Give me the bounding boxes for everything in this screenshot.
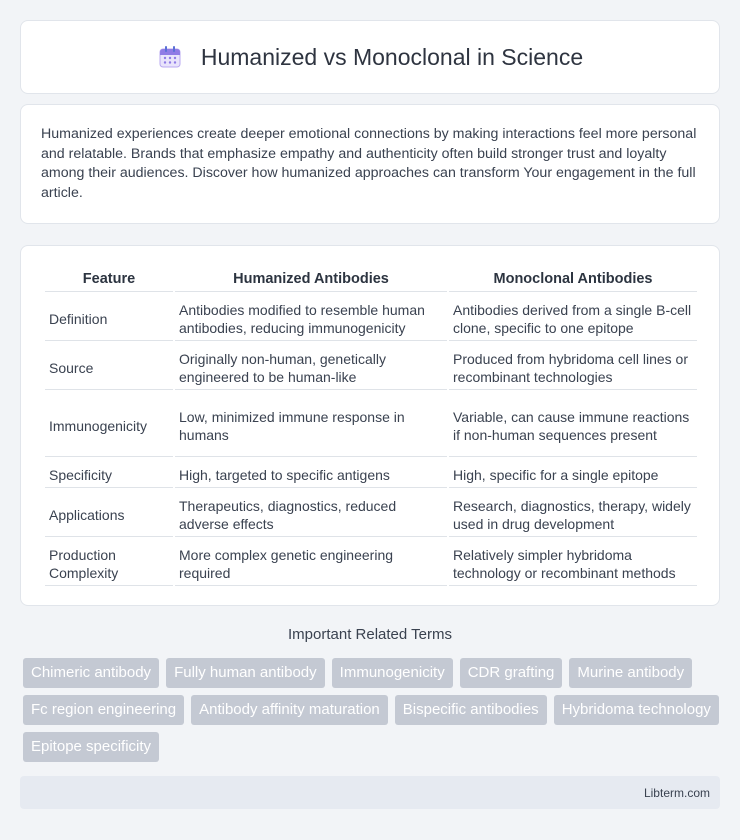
- table-row: [45, 490, 697, 537]
- monoclonal-cell: Research, diagnostics, therapy, widely used in drug development: [449, 490, 697, 537]
- intro-text: Humanized experiences create deeper emotional connections by making interactions feel more personal and relatable. Brands that emphasize empathy and authenticity often build stronger trust and loyalty among their audiences. Discover how humanized approaches can transform Your engagement in the full article.: [41, 126, 697, 201]
- related-terms-title: Important Related Terms: [288, 626, 452, 643]
- humanized-cell: High, targeted to specific antigens: [175, 459, 447, 488]
- related-term-tag[interactable]: Hybridoma technology: [554, 695, 719, 725]
- calendar-icon: [157, 44, 183, 70]
- related-term-tag[interactable]: Immunogenicity: [332, 658, 453, 688]
- feature-cell: Definition: [45, 294, 173, 341]
- related-term-tag[interactable]: Antibody affinity maturation: [191, 695, 388, 725]
- related-term-tag[interactable]: Epitope specificity: [23, 732, 159, 762]
- header-feature: Feature: [45, 268, 173, 292]
- table-row: [45, 459, 697, 488]
- related-term-tag[interactable]: Fc region engineering: [23, 695, 184, 725]
- monoclonal-cell: Relatively simpler hybridoma technology or recombinant methods: [449, 539, 697, 586]
- monoclonal-cell: Produced from hybridoma cell lines or recombinant technologies: [449, 343, 697, 390]
- feature-cell: Production Complexity: [45, 539, 173, 586]
- table-row: [45, 392, 697, 457]
- table-row: [45, 539, 697, 586]
- table-header-row: [45, 268, 697, 292]
- feature-cell: Specificity: [45, 459, 173, 488]
- humanized-cell: Antibodies modified to resemble human antibodies, reducing immunogenicity: [175, 294, 447, 341]
- header-card: [20, 20, 720, 94]
- table-row: [45, 343, 697, 390]
- related-term-tag[interactable]: Chimeric antibody: [23, 658, 159, 688]
- intro-card: [20, 104, 720, 224]
- humanized-cell: More complex genetic engineering required: [175, 539, 447, 586]
- header-monoclonal: Monoclonal Antibodies: [449, 268, 697, 292]
- related-terms-list: [23, 658, 723, 762]
- monoclonal-cell: Variable, can cause immune reactions if non-human sequences present: [449, 392, 697, 457]
- comparison-card: [20, 245, 720, 606]
- footer-site-link[interactable]: Libterm.com: [643, 786, 710, 800]
- monoclonal-cell: Antibodies derived from a single B-cell clone, specific to one epitope: [449, 294, 697, 341]
- table-row: [45, 294, 697, 341]
- related-term-tag[interactable]: CDR grafting: [460, 658, 563, 688]
- feature-cell: Applications: [45, 490, 173, 537]
- monoclonal-cell: High, specific for a single epitope: [449, 459, 697, 488]
- page-title: Humanized vs Monoclonal in Science: [200, 43, 584, 70]
- feature-cell: Immunogenicity: [45, 392, 173, 457]
- related-term-tag[interactable]: Bispecific antibodies: [395, 695, 547, 725]
- header-humanized: Humanized Antibodies: [175, 268, 447, 292]
- footer: [20, 776, 720, 809]
- related-term-tag[interactable]: Fully human antibody: [166, 658, 325, 688]
- related-term-tag[interactable]: Murine antibody: [569, 658, 692, 688]
- feature-cell: Source: [45, 343, 173, 390]
- comparison-table: [43, 266, 699, 588]
- humanized-cell: Originally non-human, genetically engineered to be human-like: [175, 343, 447, 390]
- humanized-cell: Low, minimized immune response in humans: [175, 392, 447, 457]
- humanized-cell: Therapeutics, diagnostics, reduced adverse effects: [175, 490, 447, 537]
